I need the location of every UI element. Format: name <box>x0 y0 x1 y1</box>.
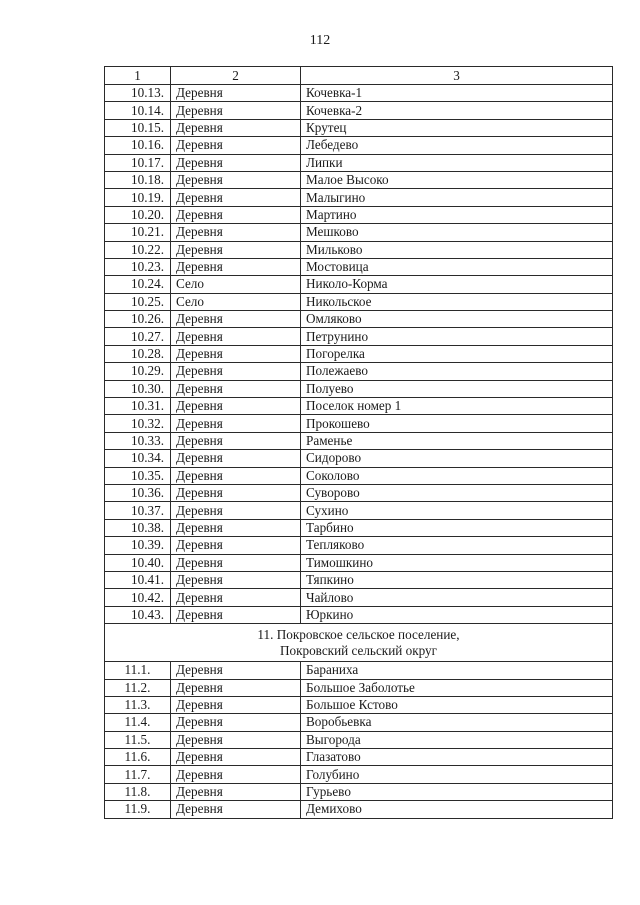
row-number: 11.8. <box>105 783 171 800</box>
table-row <box>105 606 613 623</box>
table-header-row <box>105 67 613 85</box>
row-number: 10.18. <box>105 171 171 188</box>
settlement-type: Деревня <box>171 258 301 275</box>
table-row <box>105 137 613 154</box>
table-row <box>105 398 613 415</box>
row-number: 11.3. <box>105 696 171 713</box>
settlement-name: Сидорово <box>301 450 613 467</box>
settlement-type: Деревня <box>171 380 301 397</box>
row-number: 10.27. <box>105 328 171 345</box>
settlement-name: Сухино <box>301 502 613 519</box>
row-number: 10.40. <box>105 554 171 571</box>
row-number: 10.23. <box>105 258 171 275</box>
settlements-table-body <box>105 67 613 819</box>
settlement-type: Деревня <box>171 398 301 415</box>
table-row <box>105 293 613 310</box>
table-row <box>105 801 613 818</box>
settlement-name: Липки <box>301 154 613 171</box>
settlement-type: Деревня <box>171 679 301 696</box>
settlement-name: Воробьевка <box>301 714 613 731</box>
table-row <box>105 380 613 397</box>
row-number: 10.41. <box>105 571 171 588</box>
settlement-type: Деревня <box>171 484 301 501</box>
settlement-name: Голубино <box>301 766 613 783</box>
settlement-name: Тепляково <box>301 537 613 554</box>
row-number: 10.34. <box>105 450 171 467</box>
table-row <box>105 258 613 275</box>
table-row <box>105 502 613 519</box>
settlement-type: Деревня <box>171 345 301 362</box>
row-number: 10.42. <box>105 589 171 606</box>
row-number: 10.15. <box>105 119 171 136</box>
table-row <box>105 537 613 554</box>
settlement-name: Омляково <box>301 311 613 328</box>
section-header-row <box>105 624 613 662</box>
table-row <box>105 714 613 731</box>
row-number: 10.22. <box>105 241 171 258</box>
settlement-type: Деревня <box>171 589 301 606</box>
table-row <box>105 554 613 571</box>
settlement-type: Деревня <box>171 696 301 713</box>
table-row <box>105 589 613 606</box>
settlement-name: Большое Кстово <box>301 696 613 713</box>
settlement-name: Глазатово <box>301 749 613 766</box>
settlement-name: Крутец <box>301 119 613 136</box>
settlement-type: Деревня <box>171 137 301 154</box>
settlement-type: Деревня <box>171 224 301 241</box>
row-number: 10.28. <box>105 345 171 362</box>
settlement-name: Николо-Корма <box>301 276 613 293</box>
settlement-name: Прокошево <box>301 415 613 432</box>
settlement-type: Деревня <box>171 571 301 588</box>
settlement-name: Демихово <box>301 801 613 818</box>
table-row <box>105 432 613 449</box>
table-row <box>105 241 613 258</box>
row-number: 11.6. <box>105 749 171 766</box>
row-number: 11.4. <box>105 714 171 731</box>
settlement-type: Деревня <box>171 241 301 258</box>
row-number: 10.16. <box>105 137 171 154</box>
settlement-type: Деревня <box>171 415 301 432</box>
settlement-name: Малое Высоко <box>301 171 613 188</box>
row-number: 11.1. <box>105 662 171 679</box>
settlement-name: Полежаево <box>301 363 613 380</box>
row-number: 10.25. <box>105 293 171 310</box>
section-title-line-1: 11. Покровское сельское поселение, <box>257 626 460 642</box>
settlement-name: Никольское <box>301 293 613 310</box>
settlement-type: Деревня <box>171 783 301 800</box>
settlement-type: Деревня <box>171 311 301 328</box>
settlement-type: Деревня <box>171 731 301 748</box>
table-row <box>105 102 613 119</box>
settlement-name: Петрунино <box>301 328 613 345</box>
settlement-type: Деревня <box>171 502 301 519</box>
settlement-type: Деревня <box>171 801 301 818</box>
settlement-name: Мартино <box>301 206 613 223</box>
settlement-name: Большое Заболотье <box>301 679 613 696</box>
row-number: 11.9. <box>105 801 171 818</box>
row-number: 10.29. <box>105 363 171 380</box>
settlement-type: Деревня <box>171 554 301 571</box>
table-row <box>105 749 613 766</box>
row-number: 10.19. <box>105 189 171 206</box>
table-row <box>105 450 613 467</box>
settlement-name: Мильково <box>301 241 613 258</box>
settlement-type: Деревня <box>171 85 301 102</box>
settlement-type: Деревня <box>171 749 301 766</box>
row-number: 10.39. <box>105 537 171 554</box>
row-number: 11.2. <box>105 679 171 696</box>
table-row <box>105 467 613 484</box>
table-row <box>105 415 613 432</box>
settlement-type: Село <box>171 293 301 310</box>
table-row <box>105 119 613 136</box>
settlement-name: Бараниха <box>301 662 613 679</box>
row-number: 10.26. <box>105 311 171 328</box>
settlement-type: Деревня <box>171 766 301 783</box>
settlement-type: Деревня <box>171 467 301 484</box>
settlement-type: Деревня <box>171 154 301 171</box>
table-row <box>105 328 613 345</box>
settlement-type: Деревня <box>171 662 301 679</box>
row-number: 10.38. <box>105 519 171 536</box>
settlement-name: Суворово <box>301 484 613 501</box>
settlement-name: Юркино <box>301 606 613 623</box>
table-row <box>105 311 613 328</box>
row-number: 10.30. <box>105 380 171 397</box>
column-header-number: 1 <box>105 67 171 85</box>
table-row <box>105 696 613 713</box>
settlement-type: Деревня <box>171 189 301 206</box>
table-row <box>105 85 613 102</box>
settlement-name: Кочевка-2 <box>301 102 613 119</box>
row-number: 10.13. <box>105 85 171 102</box>
row-number: 10.35. <box>105 467 171 484</box>
settlement-name: Кочевка-1 <box>301 85 613 102</box>
column-header-type: 2 <box>171 67 301 85</box>
settlement-type: Село <box>171 276 301 293</box>
settlement-type: Деревня <box>171 328 301 345</box>
settlement-name: Раменье <box>301 432 613 449</box>
row-number: 10.43. <box>105 606 171 623</box>
row-number: 10.14. <box>105 102 171 119</box>
column-header-name: 3 <box>301 67 613 85</box>
table-row <box>105 154 613 171</box>
settlement-type: Деревня <box>171 119 301 136</box>
table-row <box>105 519 613 536</box>
settlement-type: Деревня <box>171 206 301 223</box>
row-number: 10.17. <box>105 154 171 171</box>
table-row <box>105 345 613 362</box>
settlement-type: Деревня <box>171 363 301 380</box>
settlement-type: Деревня <box>171 537 301 554</box>
table-row <box>105 679 613 696</box>
settlement-name: Малыгино <box>301 189 613 206</box>
row-number: 10.31. <box>105 398 171 415</box>
settlement-type: Деревня <box>171 606 301 623</box>
settlement-name: Полуево <box>301 380 613 397</box>
table-row <box>105 783 613 800</box>
settlement-name: Погорелка <box>301 345 613 362</box>
page-number: 112 <box>309 33 331 48</box>
settlement-name: Гурьево <box>301 783 613 800</box>
settlement-name: Мешково <box>301 224 613 241</box>
row-number: 10.36. <box>105 484 171 501</box>
section-title-line-2: Покровский сельский округ <box>279 642 438 658</box>
table-row <box>105 171 613 188</box>
section-title <box>105 624 613 662</box>
settlement-type: Деревня <box>171 432 301 449</box>
settlement-name: Выгорода <box>301 731 613 748</box>
table-row <box>105 206 613 223</box>
row-number: 11.7. <box>105 766 171 783</box>
settlement-type: Деревня <box>171 519 301 536</box>
row-number: 11.5. <box>105 731 171 748</box>
row-number: 10.32. <box>105 415 171 432</box>
table-row <box>105 571 613 588</box>
settlement-type: Деревня <box>171 714 301 731</box>
settlement-name: Тарбино <box>301 519 613 536</box>
settlement-name: Поселок номер 1 <box>301 398 613 415</box>
settlement-name: Лебедево <box>301 137 613 154</box>
table-row <box>105 224 613 241</box>
settlement-name: Чайлово <box>301 589 613 606</box>
table-row <box>105 766 613 783</box>
table-row <box>105 363 613 380</box>
settlement-type: Деревня <box>171 171 301 188</box>
table-row <box>105 484 613 501</box>
row-number: 10.37. <box>105 502 171 519</box>
row-number: 10.24. <box>105 276 171 293</box>
settlement-name: Мостовица <box>301 258 613 275</box>
settlement-name: Тяпкино <box>301 571 613 588</box>
settlement-name: Тимошкино <box>301 554 613 571</box>
row-number: 10.33. <box>105 432 171 449</box>
table-row <box>105 662 613 679</box>
table-row <box>105 731 613 748</box>
settlement-name: Соколово <box>301 467 613 484</box>
settlement-type: Деревня <box>171 102 301 119</box>
row-number: 10.21. <box>105 224 171 241</box>
row-number: 10.20. <box>105 206 171 223</box>
settlement-type: Деревня <box>171 450 301 467</box>
table-row <box>105 189 613 206</box>
table-row <box>105 276 613 293</box>
settlements-table <box>104 66 613 819</box>
